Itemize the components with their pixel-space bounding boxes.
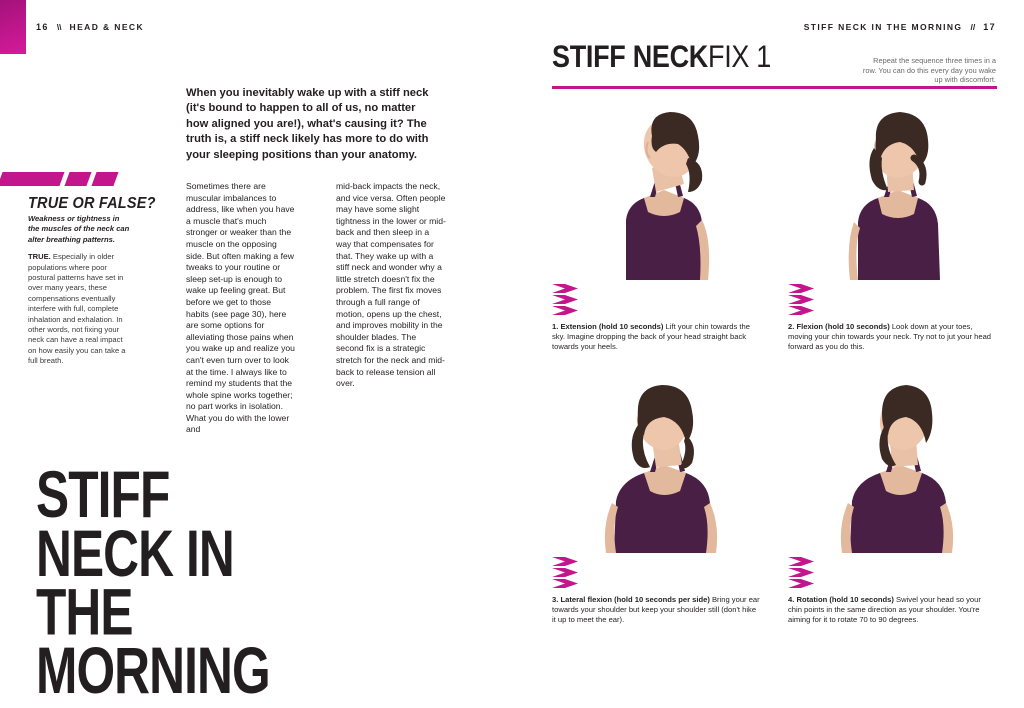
folio-slashes-left: \\ xyxy=(56,22,62,32)
exercise-number-4: 4. xyxy=(788,594,795,604)
running-head-right-text: STIFF NECK IN THE MORNING xyxy=(803,22,963,32)
chevron-stack-1 xyxy=(552,284,768,315)
true-or-false-body xyxy=(28,214,132,367)
figure-flexion xyxy=(788,100,1004,280)
running-head-left-text: HEAD & NECK xyxy=(69,22,144,32)
exercise-name-4: Rotation (hold 10 seconds) xyxy=(796,594,894,604)
true-or-false-heading: TRUE OR FALSE? xyxy=(28,195,156,213)
exercise-photo-1 xyxy=(552,100,768,280)
exercise-number-2: 2. xyxy=(788,322,795,331)
exercise-step-4 xyxy=(788,373,1004,626)
body-column-2: mid-back impacts the neck, and vice versa. Often people may have some slight tightness in the lower or mid-back and then sleep in a way that compensates for that. They wake up with a stiff neck and wonder why a little stretch doesn't fix the problem. The first fix moves through a full range of motion, opens up the chest, and improves mobility in the shoulder blades. The second fix is a strategic stretch for the neck and mid-back to release tension all over. xyxy=(336,181,446,389)
exercise-photo-3 xyxy=(552,373,768,553)
true-or-false-answer xyxy=(28,252,126,365)
chevron-icon xyxy=(552,568,578,577)
folio-left: 16 xyxy=(36,22,49,32)
chevron-icon xyxy=(788,284,814,293)
chevron-icon xyxy=(788,557,814,566)
exercise-number-1: 1. xyxy=(552,322,559,331)
body-column-1: Sometimes there are muscular imbalances to address, like when you have a muscle that's much stronger or weaker than the muscle on the opposing side. But often making a few tweaks to your routine or sleep set-up is enough to wake up feeling great. But before we get to those habits (see page 30), here are some options for alleviating those pains when you wake up and realize you can't even turn over to look at the time. I always like to remind my students that the whole spine works together; no part works in isolation. What you do with the lower and xyxy=(186,181,295,435)
chevron-icon xyxy=(788,568,814,577)
exercise-name-1: Extension (hold 10 seconds) xyxy=(560,322,664,331)
exercise-number-3: 3. xyxy=(552,594,559,604)
decorative-skew-bars xyxy=(0,172,132,186)
folio-slashes-right: // xyxy=(970,22,976,32)
section-rule xyxy=(552,86,997,89)
exercise-step-2 xyxy=(788,100,1004,353)
figure-lateral-flexion xyxy=(552,373,768,553)
chevron-icon xyxy=(552,295,578,304)
corner-accent-bar xyxy=(0,0,26,54)
exercise-step-1 xyxy=(552,100,768,353)
exercise-caption-4 xyxy=(788,595,996,626)
chevron-stack-2 xyxy=(788,284,1004,315)
exercise-caption-3 xyxy=(552,595,760,626)
exercise-text-1: Lift your chin towards the sky. Imagine dropping the back of your head straight back towards your heels. xyxy=(552,322,750,352)
chevron-icon xyxy=(552,557,578,566)
figure-extension xyxy=(552,100,768,280)
chevron-icon xyxy=(788,295,814,304)
chapter-title: STIFF NECK IN THE MORNING xyxy=(36,458,270,708)
exercise-caption-1 xyxy=(552,322,760,353)
chevron-icon xyxy=(788,579,814,588)
true-or-false-question: Weakness or tightness in the muscles of the neck can alter breathing patterns. xyxy=(28,214,130,244)
exercise-photo-2 xyxy=(788,100,1004,280)
exercise-name-3: Lateral flexion (hold 10 seconds per side) xyxy=(560,594,710,604)
exercise-text-4: Swivel your head so your chin points in the same direction as your shoulder. You're aiming for it to rotate 70 to 90 degrees. xyxy=(788,594,981,625)
exercise-caption-2 xyxy=(788,322,996,353)
section-title xyxy=(552,39,771,75)
chevron-icon xyxy=(552,306,578,315)
intro-paragraph: When you inevitably wake up with a stiff neck (it's bound to happen to all of us, no matter how aligned you are!), what's causing it? The truth is, a stiff neck likely has more to do with your sleeping positions than your anatomy. xyxy=(186,87,429,161)
running-head-left xyxy=(36,22,144,32)
true-or-false-answer-text: Especially in older populations where poor postural patterns have set in over many years, these compensations eventually interfere with full, complete inhalation and exhalation. In other words, not fixing your neck can have a real impact on how easily you can take a full breath. xyxy=(28,252,126,366)
section-title-bold: STIFF NECK xyxy=(552,39,708,74)
repeat-note: Repeat the sequence three times in a row. You can do this every day you wake up with discomfort. xyxy=(862,56,996,85)
chevron-stack-3 xyxy=(552,557,768,588)
true-or-false-answer-label: TRUE. xyxy=(28,252,51,262)
exercise-photo-4 xyxy=(788,373,1004,553)
right-page xyxy=(512,0,1024,625)
exercise-name-2: Flexion (hold 10 seconds) xyxy=(796,322,890,331)
folio-right: 17 xyxy=(983,22,996,32)
exercise-text-2: Look down at your toes, moving your chin towards your neck. Try not to jut your head forward as you do this. xyxy=(788,322,992,352)
chevron-icon xyxy=(552,284,578,293)
exercise-photo-grid xyxy=(552,100,1004,625)
figure-rotation xyxy=(788,373,1004,553)
section-title-light: FIX 1 xyxy=(708,39,772,74)
exercise-text-3: Bring your ear towards your shoulder but keep your shoulder still (don't hike it up to meet the ear). xyxy=(552,594,760,625)
chevron-icon xyxy=(788,306,814,315)
chevron-stack-4 xyxy=(788,557,1004,588)
running-head-right xyxy=(804,22,996,32)
exercise-step-3 xyxy=(552,373,768,626)
chevron-icon xyxy=(552,579,578,588)
